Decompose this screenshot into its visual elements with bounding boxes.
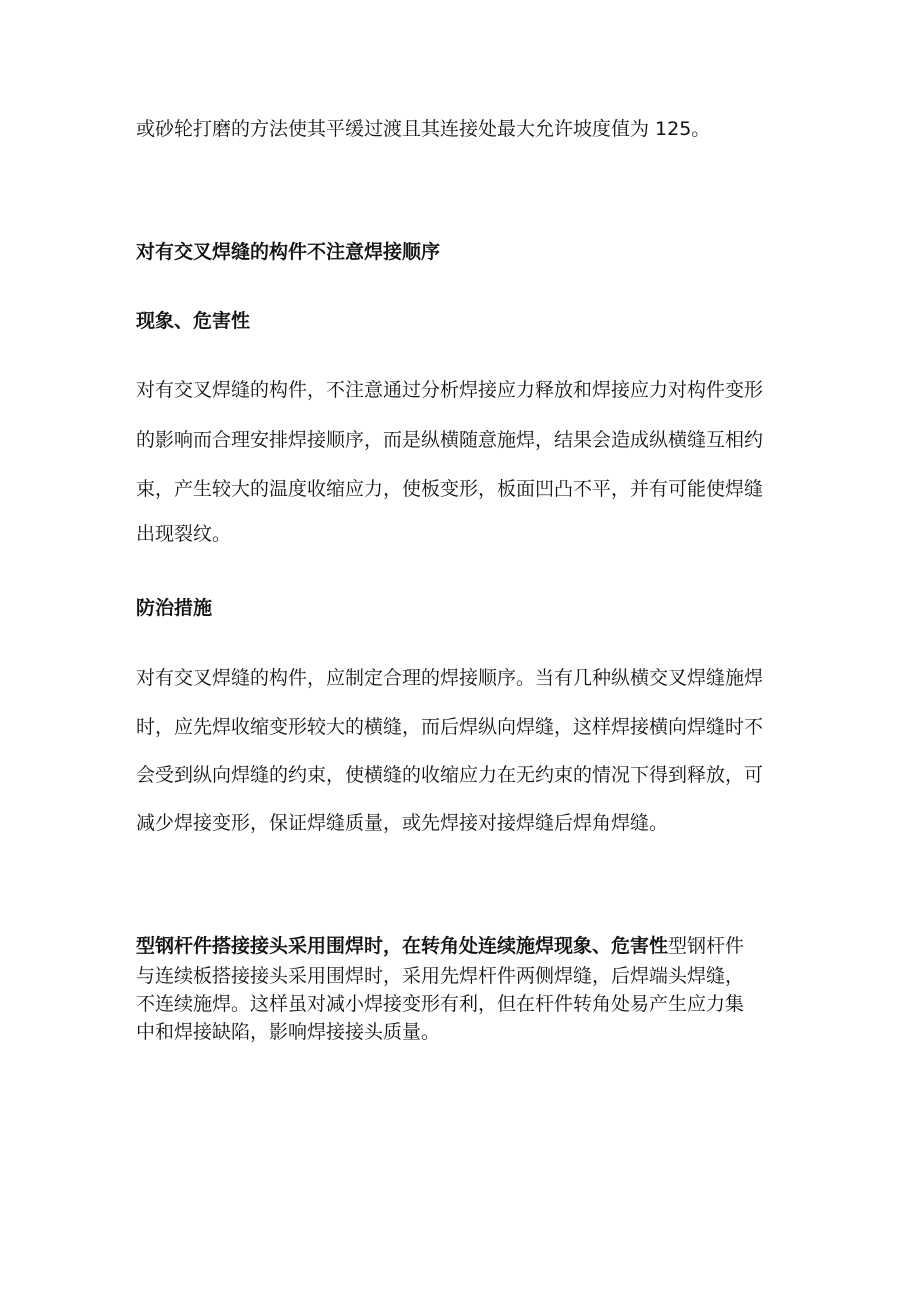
subheading-phenomenon: 现象、危害性 [136, 310, 251, 332]
section2-bold-lead: 型钢杆件搭接接头采用围焊时，在转角处连续施焊现象、危害性 [136, 935, 669, 957]
paragraph-line: 对有交叉焊缝的构件，不注意通过分析焊接应力释放和焊接应力对构件变形 [136, 379, 764, 401]
paragraph-line: 会受到纵向焊缝的约束，使横缝的收缩应力在无约束的情况下得到释放，可 [136, 764, 764, 786]
section2-first-line [136, 934, 744, 958]
paragraph-line: 减少焊接变形，保证焊缝质量，或先焊接对接焊缝后焊角焊缝。 [136, 812, 669, 834]
paragraph-line: 不连续施焊。这样虽对减小焊接变形有利，但在杆件转角处易产生应力集 [136, 993, 745, 1015]
subheading-measures: 防治措施 [136, 597, 213, 619]
paragraph-line: 对有交叉焊缝的构件，应制定合理的焊接顺序。当有几种纵横交叉焊缝施焊 [136, 667, 764, 689]
paragraph-line: 时，应先焊收缩变形较大的横缝，而后焊纵向焊缝，这样焊接横向焊缝时不 [136, 716, 764, 738]
paragraph-line: 与连续板搭接接头采用围焊时，采用先焊杆件两侧焊缝，后焊端头焊缝， [136, 965, 745, 987]
paragraph-line: 中和焊接缺陷，影响焊接接头质量。 [136, 1021, 441, 1043]
paragraph-line: 的影响而合理安排焊接顺序，而是纵横随意施焊，结果会造成纵横缝互相约 [136, 429, 764, 451]
section2-line1-rest: 型钢杆件 [668, 935, 745, 957]
section-heading-cross-welds: 对有交叉焊缝的构件不注意焊接顺序 [136, 241, 441, 263]
paragraph-line: 出现裂纹。 [136, 523, 232, 545]
paragraph-line: 束，产生较大的温度收缩应力，使板变形，板面凹凸不平，并有可能使焊缝 [136, 478, 764, 500]
intro-line: 或砂轮打磨的方法使其平缓过渡且其连接处最大允许坡度值为 125。 [136, 118, 711, 140]
